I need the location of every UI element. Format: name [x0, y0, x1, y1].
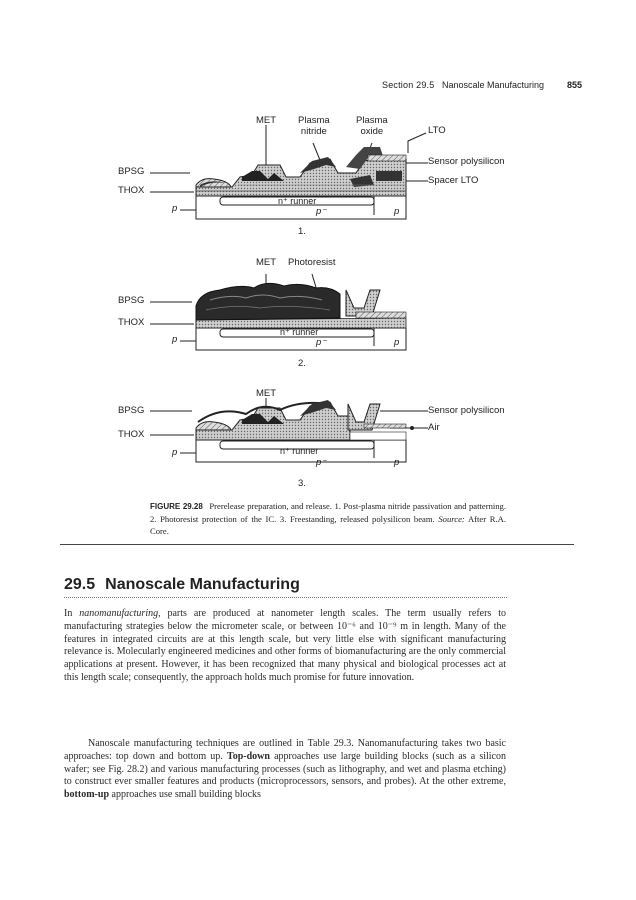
panel1-lto-label: LTO [428, 125, 446, 136]
term-bottom-up: bottom-up [64, 789, 110, 801]
panel1-sensor-polysilicon-label: Sensor polysilicon [428, 156, 505, 167]
paragraph-2-text-c: approaches use small building blocks [109, 789, 261, 801]
panel3-bpsg-label: BPSG [118, 405, 145, 416]
panel1-plasma-nitride-label: Plasma nitride [298, 115, 330, 137]
panel3-sensor-polysilicon-label: Sensor polysilicon [428, 405, 505, 416]
running-head-section: Section 29.5 [382, 80, 435, 90]
figure-caption [150, 500, 506, 537]
panel1-thox-label: THOX [118, 185, 145, 196]
section-title: Nanoscale Manufacturing [105, 576, 300, 593]
panel1-plasma-oxide-label: Plasma oxide [356, 115, 388, 137]
caption-source-text: After R.A. Core. [150, 514, 506, 536]
paragraph-2-text-b: approaches use large building blocks (such as a silicon wafer; see Fig. 28.2) and various manufacturing processes (such as lithography, and wet and plasma etching) to construct ever smaller features and products (microprocessors, sensors, and probes). At the other extreme, [64, 750, 506, 788]
panel2-met-label: MET [256, 257, 277, 268]
panel1-met-label: MET [256, 115, 277, 126]
panel2-p-minus-label: p⁻ [316, 337, 327, 348]
running-head-title: Nanoscale Manufacturing [441, 80, 545, 90]
panel2-runner-label: n⁺ runner [280, 327, 319, 337]
figure-panel-3-drawing [150, 388, 510, 488]
panel2-photoresist-label: Photoresist [288, 257, 336, 268]
panel2-p-left-label: p [172, 334, 178, 345]
section-heading [64, 576, 300, 594]
running-head [382, 80, 583, 90]
panel1-p-right-label: p [394, 206, 400, 217]
panel3-air-label: Air [428, 422, 440, 433]
term-nanomanufacturing: nanomanufacturing [79, 608, 159, 619]
caption-source-label: Source: [438, 514, 465, 524]
panel2-p-right-label: p [394, 337, 400, 348]
panel1-spacer-lto-label: Spacer LTO [428, 175, 479, 186]
body-paragraph-2 [64, 738, 506, 802]
panel1-number: 1. [298, 226, 306, 237]
paragraph-1-text-a: In [64, 608, 80, 619]
panel2-bpsg-label: BPSG [118, 295, 145, 306]
page-number: 855 [567, 80, 583, 90]
figure-number: FIGURE 29.28 [150, 502, 203, 511]
panel2-number: 2. [298, 358, 306, 369]
figure-panel-2-drawing [150, 266, 510, 366]
panel3-p-right-label: p [394, 457, 400, 468]
caption-text: Prerelease preparation, and release. 1. Post-plasma nitride passivation and patterning. 2. Photoresist protection of the IC. 3. Freestanding, released polysilicon beam. [150, 501, 506, 524]
body-paragraph-1 [64, 608, 506, 685]
panel3-runner-label: n⁺ runner [280, 446, 319, 456]
panel2-thox-label: THOX [118, 317, 145, 328]
section-heading-rule [64, 597, 507, 598]
panel3-number: 3. [298, 478, 306, 489]
panel1-p-minus-label: p⁻ [316, 206, 327, 217]
paragraph-2-text-a: Nanoscale manufacturing techniques are outlined in Table 29.3. Nanomanufacturing takes two basic approaches: top down and bottom up. [64, 738, 506, 762]
panel1-bpsg-label: BPSG [118, 166, 145, 177]
panel3-met-label: MET [256, 388, 277, 399]
panel1-runner-label: n⁺ runner [278, 196, 317, 206]
panel3-p-minus-label: p⁻ [316, 457, 327, 468]
term-top-down: Top-down [226, 750, 270, 762]
panel3-thox-label: THOX [118, 429, 145, 440]
panel3-p-left-label: p [172, 447, 178, 458]
paragraph-1-text-b: , parts are produced at nanometer length scales. The term usually refers to manufacturing strategies below the micrometer scale, or between 10⁻⁶ and 10⁻⁹ m in length. Many of the features in integrated circuits are at this length scale, but very little else with significant manufacturing relevance is. Molecularly engineered medicines and other forms of biomanufacturing are the only commercial applications at present. However, it has been recognized that many physical and biological processes act at this length scale; consequently, the approach holds much promise for future innovation. [64, 608, 506, 683]
section-number: 29.5 [64, 576, 96, 593]
panel1-p-left-label: p [172, 203, 178, 214]
figure-divider [60, 544, 574, 545]
